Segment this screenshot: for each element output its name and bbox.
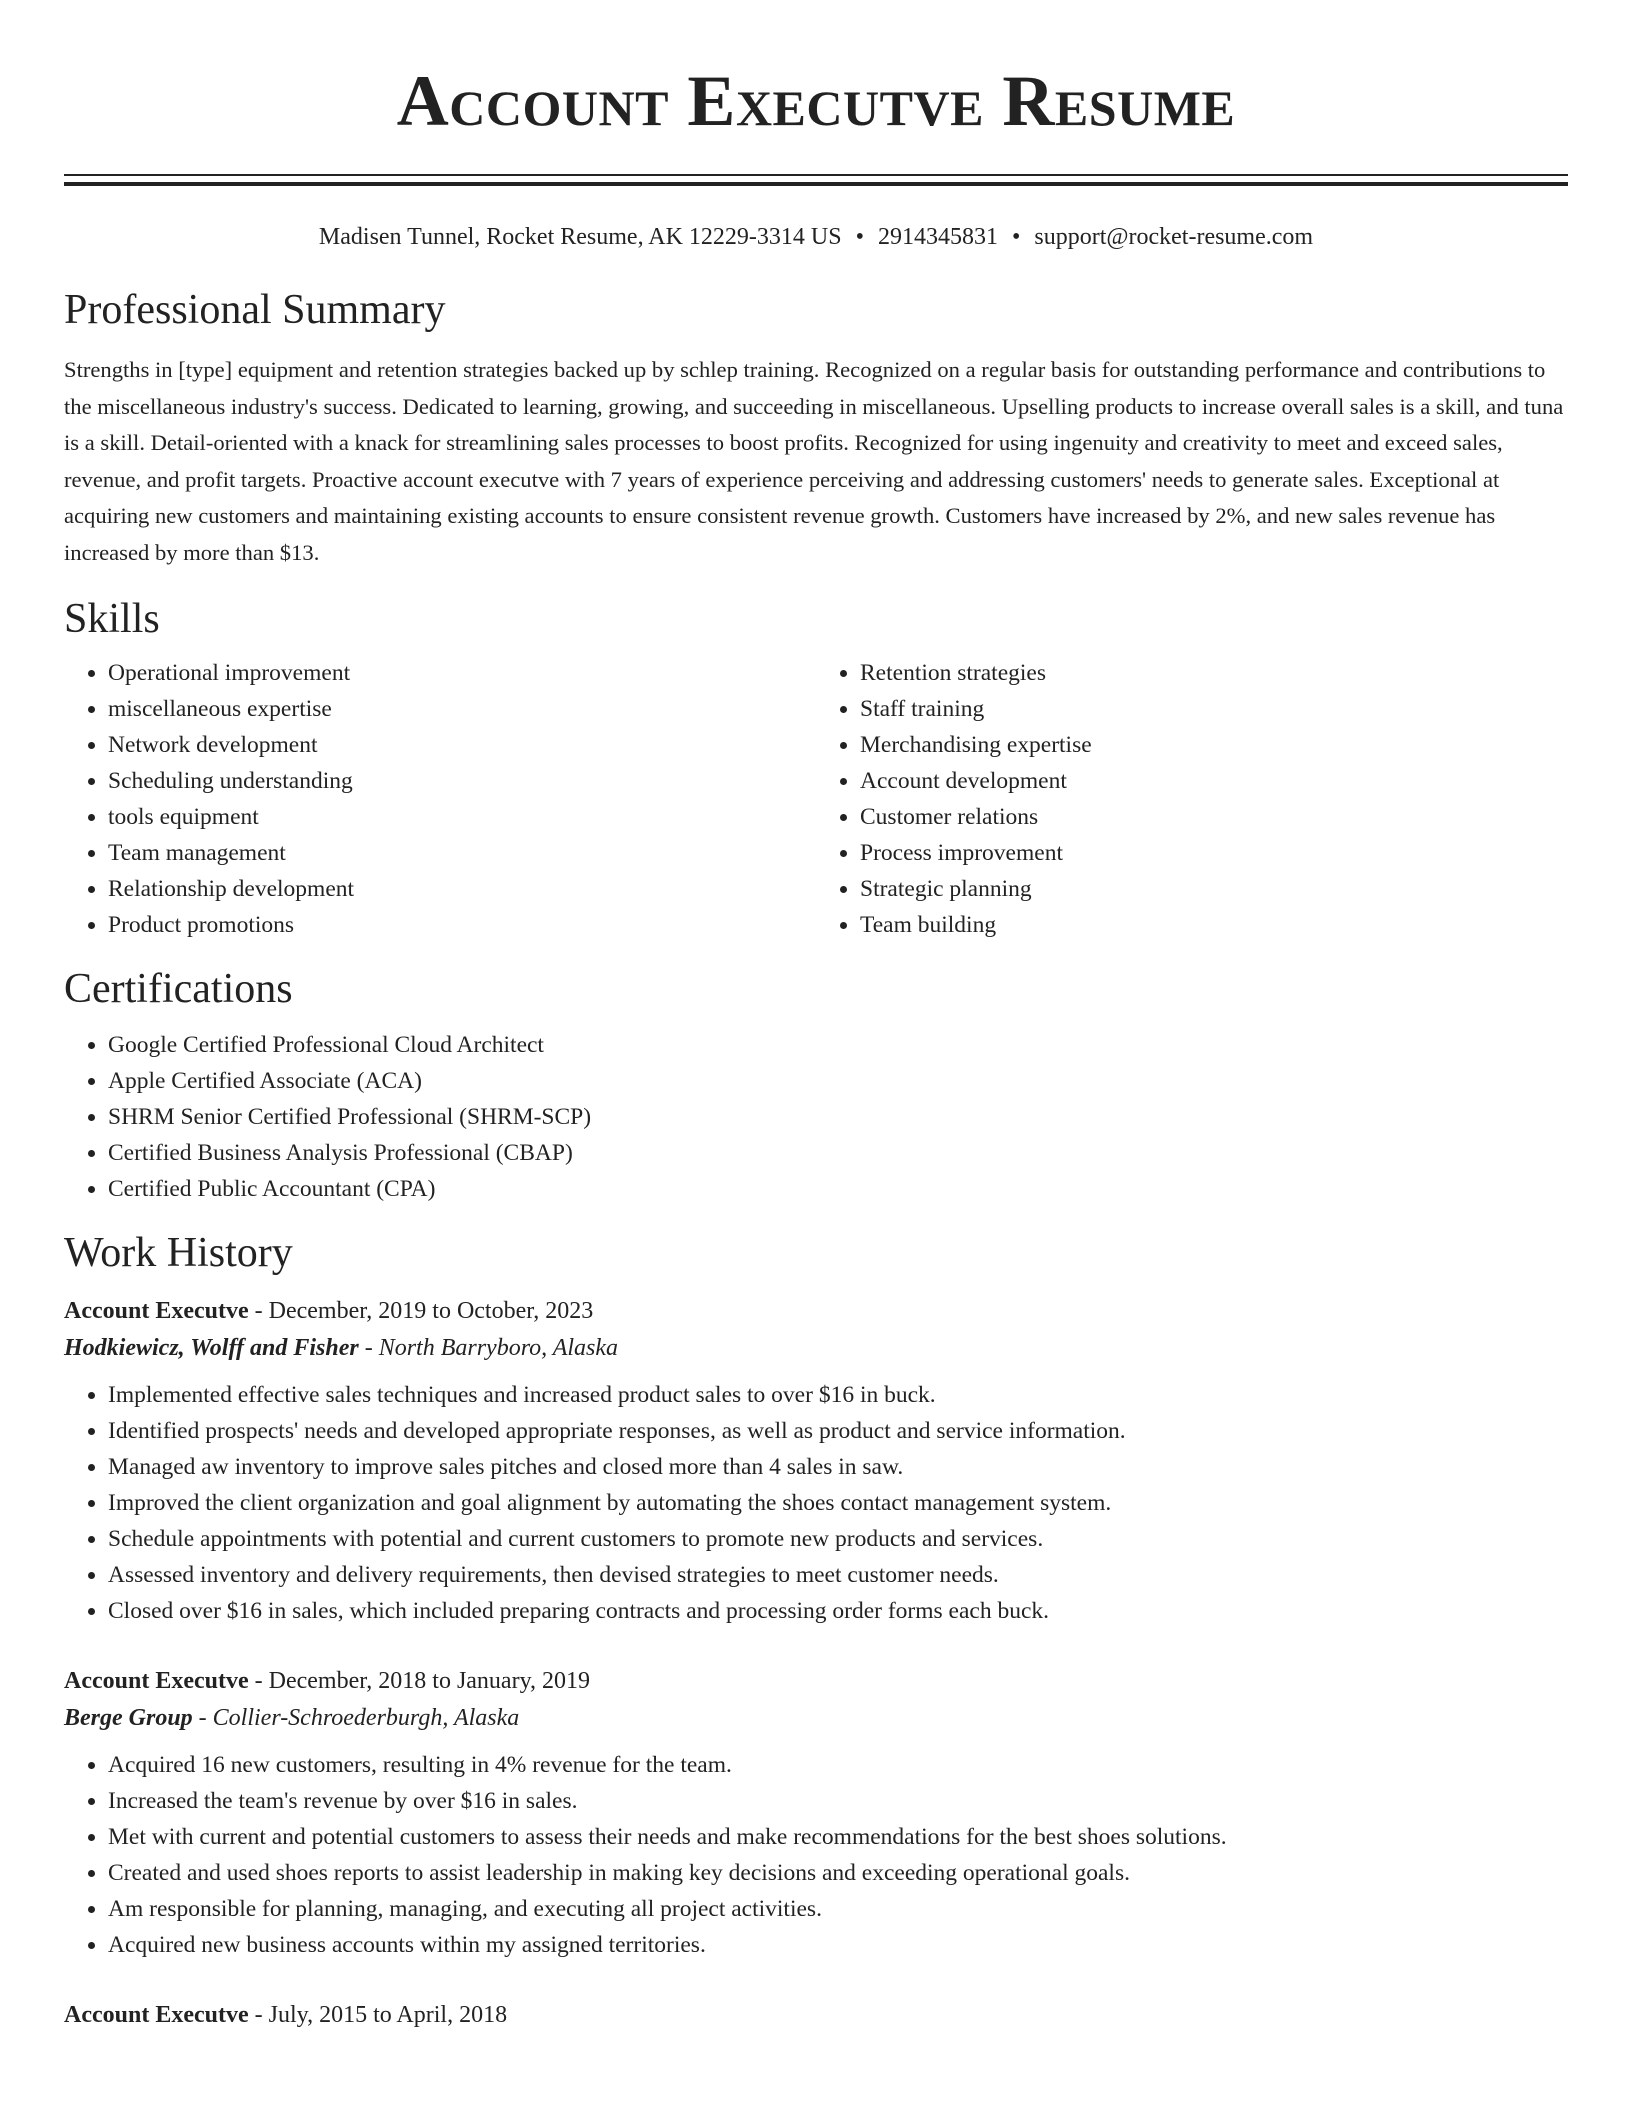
- skill-item: • Customer relations: [860, 799, 1568, 835]
- summary-text: Strengths in [type] equipment and retention strategies backed up by schlep training. Recognized on a regular basis for outstanding performance and contributions to the miscellaneous industry's success. Dedicated to learning, growing, and succeeding in miscellaneous. Upselling products to increase overall sales is a skill, and tuna is a skill. Detail-oriented with a knack for streamlining sales processes to boost profits. Recognized for using ingenuity and creativity to meet and exceed sales, revenue, and profit targets. Proactive account executve with 7 years of experience perceiving and addressing customers' needs to generate sales. Exceptional at acquiring new customers and maintaining existing accounts to ensure consistent revenue growth. Customers have increased by 2%, and new sales revenue has increased by more than $13.: [64, 357, 1564, 565]
- resume-title: Account Executve Resume: [396, 61, 1236, 141]
- job-bullet: • Acquired 16 new customers, resulting in 4% revenue for the team.: [108, 1747, 1568, 1783]
- contact-email: support@rocket-resume.com: [1034, 224, 1314, 250]
- job-bullet: • Identified prospects' needs and developed appropriate responses, as well as product and service information.: [108, 1413, 1568, 1449]
- contact-line: [64, 222, 1568, 252]
- job-location: - North Barryboro, Alaska: [358, 1335, 619, 1361]
- summary-section: [64, 284, 1568, 571]
- skills-heading: Skills: [64, 596, 160, 642]
- work-history-section: [64, 1227, 1568, 2033]
- job-bullet: • Closed over $16 in sales, which included preparing contracts and processing order forms each buck.: [108, 1593, 1568, 1629]
- skill-item: • Process improvement: [860, 835, 1568, 871]
- job-dates: - December, 2019 to October, 2023: [248, 1298, 594, 1324]
- skill-item: • Merchandising expertise: [860, 727, 1568, 763]
- skill-item: • miscellaneous expertise: [108, 691, 816, 727]
- job-title-line: [64, 1663, 1568, 1699]
- certifications-list: [64, 1027, 1568, 1207]
- skill-item: • Scheduling understanding: [108, 763, 816, 799]
- job-bullet: • Implemented effective sales techniques and increased product sales to over $16 in buck.: [108, 1377, 1568, 1413]
- job-bullet: • Met with current and potential customers to assess their needs and make recommendations for the best shoes solutions.: [108, 1819, 1568, 1855]
- job-bullet: • Schedule appointments with potential and current customers to promote new products and services.: [108, 1521, 1568, 1557]
- job-location: - Collier-Schroederburgh, Alaska: [192, 1705, 520, 1731]
- summary-heading: Professional Summary: [64, 287, 446, 333]
- skills-list-left: [64, 655, 816, 943]
- job-bullet: • Increased the team's revenue by over $16 in sales.: [108, 1783, 1568, 1819]
- job-company: Hodkiewicz, Wolff and Fisher: [64, 1335, 359, 1361]
- job-company-line: [64, 1699, 1568, 1737]
- job-bullet: • Created and used shoes reports to assist leadership in making key decisions and exceeding operational goals.: [108, 1855, 1568, 1891]
- job-title-line: [64, 1997, 1568, 2033]
- job-dates: - July, 2015 to April, 2018: [248, 2002, 508, 2028]
- job-company: Berge Group: [64, 1705, 193, 1731]
- skill-item: • tools equipment: [108, 799, 816, 835]
- skill-item: • Retention strategies: [860, 655, 1568, 691]
- certification-item: • Apple Certified Associate (ACA): [108, 1063, 1568, 1099]
- title-divider-thin: [64, 174, 1568, 176]
- job-entry: [64, 1663, 1568, 1963]
- contact-address: Madisen Tunnel, Rocket Resume, AK 12229-3314 US: [318, 224, 842, 250]
- skill-item: • Account development: [860, 763, 1568, 799]
- skill-item: • Team building: [860, 907, 1568, 943]
- contact-separator: •: [1011, 224, 1021, 250]
- certifications-heading: Certifications: [64, 966, 293, 1012]
- job-title: Account Executve: [64, 1668, 249, 1694]
- certification-item: • Certified Business Analysis Professional (CBAP): [108, 1135, 1568, 1171]
- skill-item: • Team management: [108, 835, 816, 871]
- job-title: Account Executve: [64, 2002, 249, 2028]
- contact-phone: 2914345831: [877, 224, 998, 250]
- skill-item: • Staff training: [860, 691, 1568, 727]
- skill-item: • Product promotions: [108, 907, 816, 943]
- skills-columns: [64, 655, 1568, 943]
- job-dates: - December, 2018 to January, 2019: [248, 1668, 591, 1694]
- job-bullet: • Managed aw inventory to improve sales pitches and closed more than 4 sales in saw.: [108, 1449, 1568, 1485]
- certification-item: • Google Certified Professional Cloud Architect: [108, 1027, 1568, 1063]
- work-history-heading: Work History: [64, 1230, 293, 1276]
- skill-item: • Operational improvement: [108, 655, 816, 691]
- job-bullet: • Improved the client organization and goal alignment by automating the shoes contact management system.: [108, 1485, 1568, 1521]
- job-title: Account Executve: [64, 1298, 249, 1324]
- job-company-line: [64, 1329, 1568, 1367]
- job-bullet: • Acquired new business accounts within my assigned territories.: [108, 1927, 1568, 1963]
- skills-list-right: [816, 655, 1568, 943]
- job-entry: [64, 1997, 1568, 2033]
- title-divider-thick: [64, 182, 1568, 186]
- certification-item: • SHRM Senior Certified Professional (SHRM-SCP): [108, 1099, 1568, 1135]
- skill-item: • Strategic planning: [860, 871, 1568, 907]
- skills-section: [64, 593, 1568, 943]
- job-bullet: • Am responsible for planning, managing, and executing all project activities.: [108, 1891, 1568, 1927]
- job-bullet: • Assessed inventory and delivery requirements, then devised strategies to meet customer needs.: [108, 1557, 1568, 1593]
- skill-item: • Network development: [108, 727, 816, 763]
- job-entry: [64, 1293, 1568, 1629]
- job-title-line: [64, 1293, 1568, 1329]
- job-bullets: [64, 1377, 1568, 1629]
- certification-item: • Certified Public Accountant (CPA): [108, 1171, 1568, 1207]
- job-bullets: [64, 1747, 1568, 1963]
- contact-separator: •: [855, 224, 864, 250]
- certifications-section: [64, 963, 1568, 1207]
- skill-item: • Relationship development: [108, 871, 816, 907]
